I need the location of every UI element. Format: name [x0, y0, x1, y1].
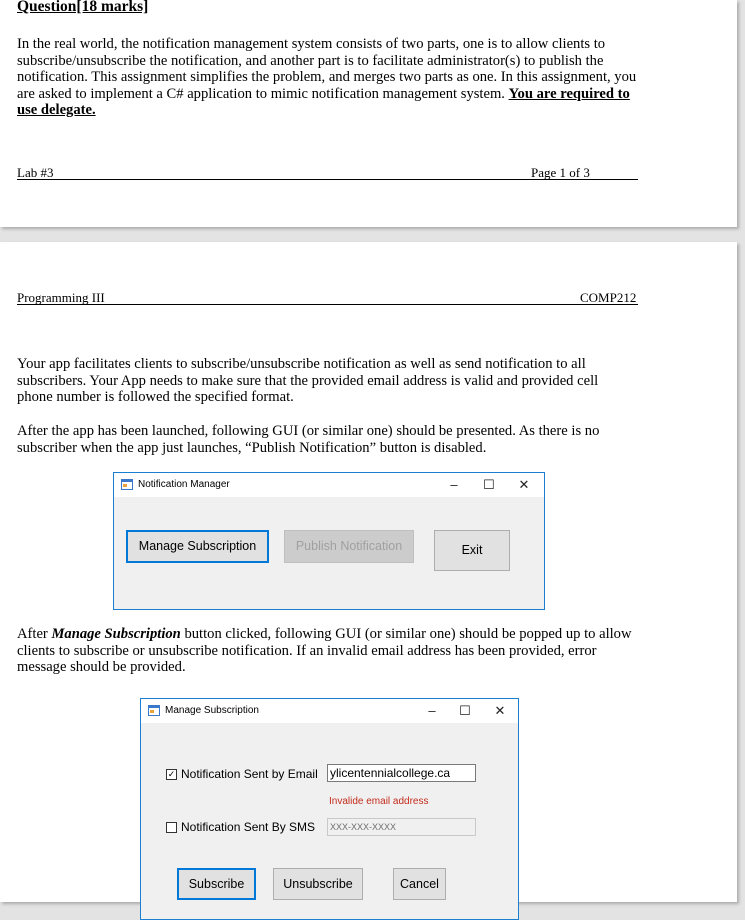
sms-input[interactable]: XXX-XXX-XXXX [327, 818, 476, 836]
email-checkbox[interactable]: ✓ [167, 769, 176, 779]
titlebar [141, 699, 518, 723]
cancel-button[interactable]: Cancel [393, 868, 446, 900]
document-page-1 [0, 0, 737, 227]
intro-paragraph [17, 36, 637, 119]
manage-subscription-window [140, 698, 519, 920]
email-error-message: Invalide email address [329, 796, 429, 807]
paragraph-3 [17, 626, 637, 676]
maximize-button[interactable]: ☐ [459, 703, 471, 718]
footer-left: Lab #3 [17, 165, 54, 180]
notification-manager-window [113, 472, 545, 610]
app-icon [148, 705, 160, 716]
paragraph-2: After the app has been launched, following GUI (or similar one) should be presented. As there is no subscriber when the app just launches, “Publish Notification” button is disabled. [17, 423, 600, 456]
publish-notification-button[interactable]: Publish Notification [284, 530, 414, 563]
maximize-button[interactable]: ☐ [483, 477, 495, 492]
intro-text: In the real world, the notification management system consists of two parts, one is to allow clients to subscribe/unsubscribe the notification, and another part is to facilitate administrator(s) to publish the notification. This assignment simplifies the problem, and merges two parts as one. In this assignment, you are asked to implement a C# application to mimic notification management system. [17, 36, 637, 102]
window-title: Manage Subscription [165, 705, 259, 716]
email-input[interactable]: ylicentennialcollege.ca [327, 764, 476, 782]
sms-checkbox[interactable] [166, 822, 177, 833]
document-page-2 [0, 242, 737, 902]
unsubscribe-button[interactable]: Unsubscribe [273, 868, 363, 900]
sms-label: Notification Sent By SMS [181, 820, 316, 834]
close-button[interactable]: ✕ [518, 477, 530, 492]
email-label: Notification Sent by Email [181, 767, 318, 781]
app-icon [121, 479, 133, 490]
subscribe-button[interactable]: Subscribe [177, 868, 256, 900]
exit-button[interactable]: Exit [434, 530, 510, 571]
minimize-button[interactable]: – [428, 703, 436, 718]
header-right: COMP212 [580, 290, 637, 305]
paragraph-3-emphasis: Manage Subscription [51, 626, 181, 642]
footer-rule [17, 179, 638, 180]
question-title: Question[18 marks] [17, 0, 149, 15]
header-rule [17, 304, 638, 305]
close-button[interactable]: ✕ [494, 703, 506, 718]
header-left: Programming III [17, 290, 105, 305]
intro-emphasis: You are required to use delegate. [17, 85, 630, 119]
minimize-button[interactable]: – [450, 477, 458, 492]
paragraph-3-rest: button clicked, following GUI (or similar one) should be popped up to allow clients to subscribe or unsubscribe notification. If an invalid email address has been provided, error message should be provided. [17, 626, 632, 676]
window-title: Notification Manager [138, 479, 230, 490]
paragraph-3-start: After [17, 626, 52, 642]
manage-subscription-button[interactable]: Manage Subscription [126, 530, 269, 563]
paragraph-1: Your app facilitates clients to subscribe/unsubscribe notification as well as send notification to all subscribers. Your App needs to make sure that the provided email address is valid and provided cell phone number is followed the specified format. [17, 356, 599, 406]
titlebar [114, 473, 544, 497]
footer-right: Page 1 of 3 [531, 165, 590, 180]
